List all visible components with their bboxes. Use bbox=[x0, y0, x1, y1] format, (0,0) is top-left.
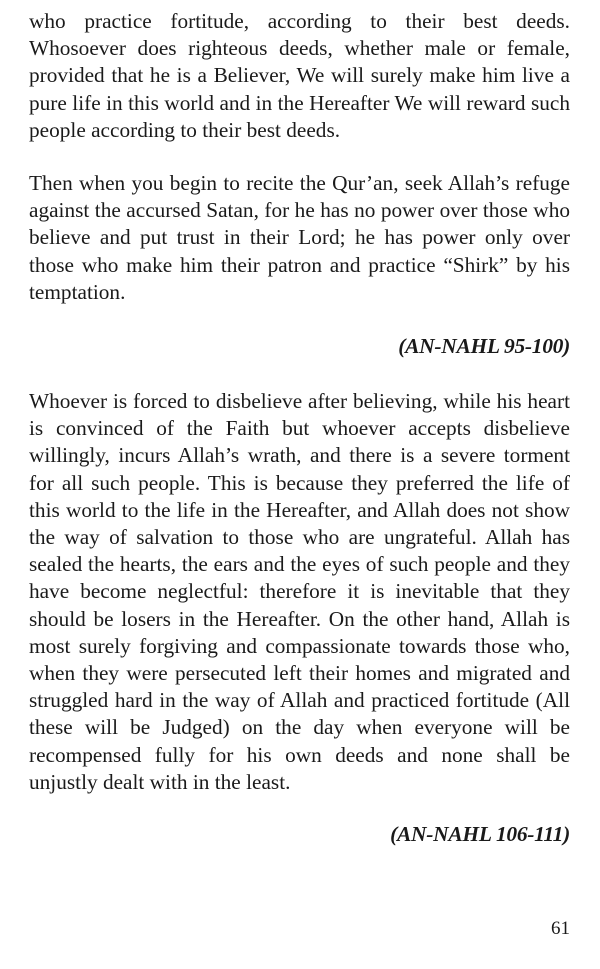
paragraph-righteous-deeds: who practice fortitude, according to their best deeds. Whosoever does righteous deeds, whether male or female, provided that he is a Believer, We will surely make him live a pure life in this world and in the Hereafter We will reward such people according to their best deeds. bbox=[29, 9, 570, 142]
paragraph-seek-refuge: Then when you begin to recite the Qur’an, seek Allah’s refuge against the accursed Satan, for he has no power over those who believe and put trust in their Lord; he has power only over those who make him their patron and practice “Shirk” by his temptation. bbox=[29, 171, 570, 304]
citation-an-nahl-106-111: (AN-NAHL 106-111) bbox=[390, 822, 570, 847]
document-page bbox=[29, 8, 570, 848]
paragraph-forced-to-disbelieve: Whoever is forced to disbelieve after believing, while his heart is convinced of the Faith but whoever accepts disbelieve willingly, incurs Allah’s wrath, and there is a severe torment for all such people. This is because they preferred the life of this world to the life in the Hereafter, and Allah does not show the way of salvation to those who are ungrateful. Allah has sealed the hearts, the ears and the eyes of such people and they have become neglectful: therefore it is inevitable that they should be losers in the Hereafter. On the other hand, Allah is most surely forgiving and compassionate towards those who, when they were persecuted left their homes and migrated and struggled hard in the way of Allah and practiced fortitude (All these will be Judged) on the day when everyone will be recompensed fully for his own deeds and none shall be unjustly dealt with in the least. bbox=[29, 389, 570, 794]
citation-an-nahl-95-100: (AN-NAHL 95-100) bbox=[398, 334, 570, 359]
page-number: 61 bbox=[551, 918, 570, 939]
